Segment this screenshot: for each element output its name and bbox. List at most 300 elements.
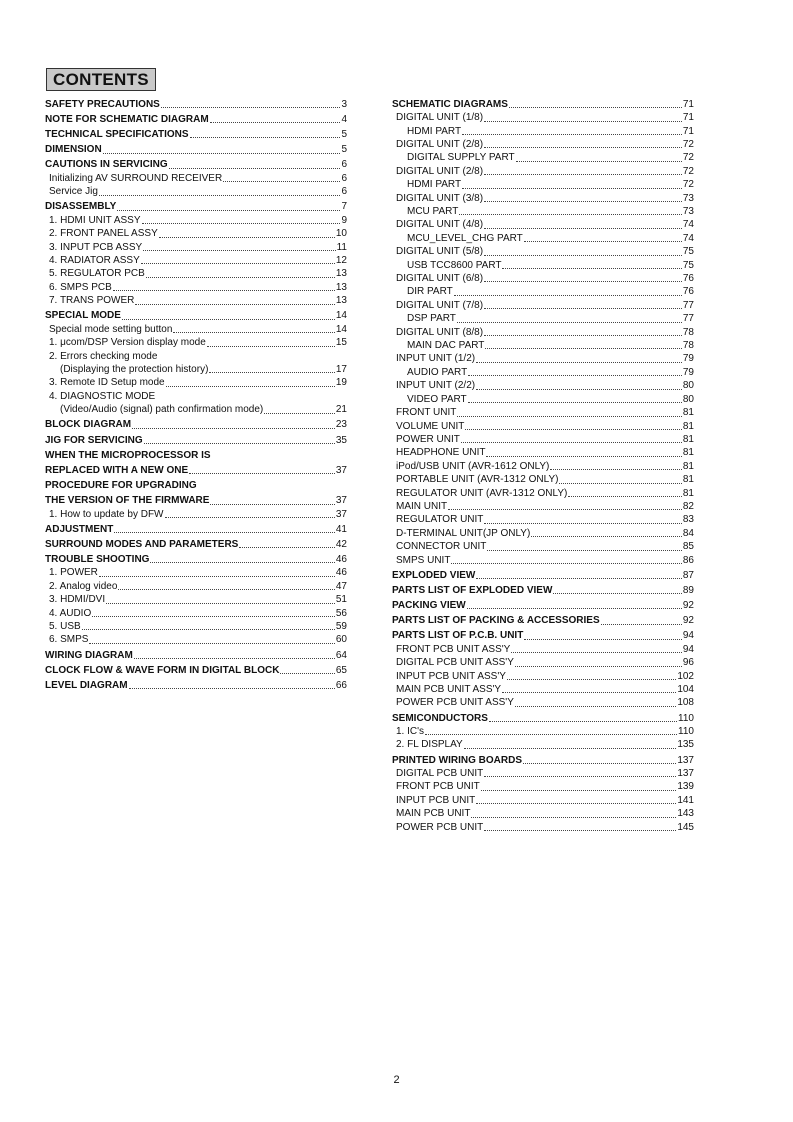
toc-sub-entry[interactable]	[392, 366, 694, 379]
toc-entry-page: 71	[682, 98, 694, 110]
toc-entry-title: (Displaying the protection history)	[60, 363, 209, 375]
toc-entry-page: 75	[682, 259, 694, 271]
toc-entry-title: Service Jig	[49, 186, 98, 198]
toc-sub-entry[interactable]	[392, 125, 694, 138]
dot-leader	[122, 319, 335, 320]
toc-section-entry[interactable]	[45, 98, 347, 111]
toc-entry-title: REPLACED WITH A NEW ONE	[45, 464, 189, 476]
dot-leader	[484, 776, 676, 777]
toc-sub-entry[interactable]	[392, 725, 694, 738]
toc-entry-page: 3	[341, 98, 347, 110]
dot-leader	[129, 688, 335, 689]
toc-entry-title: PARTS LIST OF P.C.B. UNIT	[392, 630, 524, 642]
toc-sub-entry[interactable]	[45, 214, 347, 227]
dot-leader	[113, 290, 335, 291]
toc-entry-title: DIGITAL UNIT (6/8)	[396, 273, 484, 285]
toc-entry-title: USB TCC8600 PART	[407, 259, 502, 271]
toc-sub-entry[interactable]	[392, 460, 694, 473]
toc-sub-entry[interactable]	[392, 285, 694, 298]
toc-entry-title: INPUT PCB UNIT	[396, 794, 476, 806]
dot-leader	[89, 643, 334, 644]
toc-entry-title: MAIN DAC PART	[407, 340, 485, 352]
toc-sub-entry[interactable]	[45, 281, 347, 294]
toc-section-entry[interactable]	[392, 584, 694, 597]
dot-leader	[454, 295, 682, 296]
toc-entry-title: 4. AUDIO	[49, 607, 92, 619]
toc-section-entry[interactable]	[45, 649, 347, 662]
toc-entry-title: PROCEDURE FOR UPGRADING	[45, 479, 197, 491]
toc-section-entry[interactable]	[392, 629, 694, 642]
toc-entry-title: DIGITAL UNIT (2/8)	[396, 138, 484, 150]
toc-entry-title: DIGITAL UNIT (5/8)	[396, 246, 484, 258]
toc-entry-title: THE VERSION OF THE FIRMWARE	[45, 495, 210, 507]
toc-entry-page: 7	[341, 201, 347, 213]
toc-entry-title: CLOCK FLOW & WAVE FORM IN DIGITAL BLOCK	[45, 664, 280, 676]
toc-sub-entry[interactable]	[392, 178, 694, 191]
toc-section-entry[interactable]	[392, 98, 694, 111]
dot-leader	[502, 268, 681, 269]
toc-entry-page: 141	[677, 794, 694, 806]
toc-sub-entry[interactable]	[45, 172, 347, 185]
toc-entry-title: EXPLODED VIEW	[392, 569, 476, 581]
toc-entry-page: 56	[335, 607, 347, 619]
toc-entry-title: PRINTED WIRING BOARDS	[392, 754, 522, 766]
toc-entry-title: 3. INPUT PCB ASSY	[49, 241, 143, 253]
toc-entry-page: 96	[682, 657, 694, 669]
dot-leader	[146, 277, 335, 278]
toc-entry-page: 66	[335, 679, 347, 691]
toc-entry-title: 6. SMPS PCB	[49, 281, 112, 293]
toc-entry-title: BLOCK DIAGRAM	[45, 419, 132, 431]
toc-section-entry[interactable]	[45, 538, 347, 551]
toc-entry-title: PACKING VIEW	[392, 600, 466, 612]
toc-entry-title: FRONT PCB UNIT	[396, 781, 480, 793]
dot-leader	[509, 107, 682, 108]
toc-entry-page: 60	[335, 634, 347, 646]
toc-entry-title: CAUTIONS IN SERVICING	[45, 159, 168, 171]
dot-leader	[425, 734, 677, 735]
toc-section-entry[interactable]	[392, 754, 694, 767]
toc-section-entry[interactable]	[45, 200, 347, 213]
dot-leader	[106, 603, 335, 604]
toc-entry-title: DIGITAL UNIT (3/8)	[396, 192, 484, 204]
toc-section-entry[interactable]	[45, 143, 347, 156]
toc-entry-title: DIGITAL UNIT (7/8)	[396, 299, 484, 311]
dot-leader	[210, 122, 341, 123]
toc-sub-entry[interactable]	[392, 540, 694, 553]
toc-sub-entry[interactable]	[45, 323, 347, 336]
dot-leader	[489, 721, 677, 722]
toc-sub-entry[interactable]	[392, 111, 694, 124]
toc-entry-title: DIGITAL UNIT (2/8)	[396, 165, 484, 177]
dot-leader	[166, 386, 335, 387]
toc-entry-title: POWER PCB UNIT ASS'Y	[396, 697, 514, 709]
dot-leader	[462, 188, 682, 189]
toc-entry-title: DIGITAL SUPPLY PART	[407, 152, 515, 164]
toc-entry-page: 82	[682, 500, 694, 512]
toc-entry-page: 37	[335, 464, 347, 476]
toc-entry-page: 137	[677, 754, 694, 766]
dot-leader	[601, 624, 682, 625]
toc-entry-title: DIGITAL PCB UNIT ASS'Y	[396, 657, 514, 669]
toc-sub-entry[interactable]	[45, 376, 347, 389]
toc-entry-page: 73	[682, 206, 694, 217]
dot-leader	[159, 237, 335, 238]
toc-entry-title: REGULATOR UNIT (AVR-1312 ONLY)	[396, 487, 568, 499]
dot-leader	[484, 308, 682, 309]
toc-entry-page: 110	[678, 725, 694, 737]
toc-sub-entry[interactable]	[392, 807, 694, 820]
toc-sub-entry[interactable]	[45, 254, 347, 267]
toc-entry-page: 79	[682, 353, 694, 365]
dot-leader	[82, 629, 335, 630]
toc-sub-entry[interactable]	[45, 566, 347, 579]
toc-entry-title: INPUT PCB UNIT ASS'Y	[396, 670, 506, 682]
toc-entry-title: iPod/USB UNIT (AVR-1612 ONLY)	[396, 460, 550, 472]
toc-sub-entry[interactable]	[392, 683, 694, 696]
dot-leader	[457, 416, 682, 417]
toc-entry-title: NOTE FOR SCHEMATIC DIAGRAM	[45, 113, 209, 125]
toc-entry-page: 4	[341, 113, 347, 125]
dot-leader	[568, 496, 682, 497]
dot-leader	[484, 228, 682, 229]
toc-sub-entry[interactable]	[45, 607, 347, 620]
toc-sub-entry[interactable]	[392, 406, 694, 419]
toc-entry-page: 37	[335, 508, 347, 520]
toc-entry-title: SMPS UNIT	[396, 554, 451, 566]
toc-sub-entry[interactable]	[392, 473, 694, 486]
toc-entry-page: 42	[335, 538, 347, 550]
toc-entry-page: 76	[682, 286, 694, 298]
dot-leader	[239, 547, 335, 548]
page-number: 2	[393, 1074, 400, 1086]
toc-entry-title: 2. Analog video	[49, 580, 118, 592]
contents-title: CONTENTS	[46, 68, 156, 91]
toc-entry-page: 86	[682, 554, 694, 566]
toc-entry-title: MAIN UNIT	[396, 500, 448, 512]
toc-section-entry[interactable]	[45, 523, 347, 536]
toc-entry-page: 85	[682, 541, 694, 553]
toc-entry-title: AUDIO PART	[407, 366, 468, 378]
toc-entry-page: 143	[677, 808, 694, 820]
toc-entry-page: 72	[682, 165, 694, 177]
toc-entry-page: 108	[677, 697, 694, 709]
toc-entry-title: DIGITAL UNIT (1/8)	[396, 112, 484, 124]
toc-entry-title: INPUT UNIT (2/2)	[396, 380, 476, 392]
dot-leader	[161, 107, 341, 108]
toc-section-entry[interactable]	[45, 479, 347, 492]
toc-sub-entry[interactable]	[392, 259, 694, 272]
toc-entry-page: 72	[682, 179, 694, 191]
toc-entry-page: 37	[335, 495, 347, 507]
toc-entry-page: 10	[335, 228, 347, 240]
toc-entry-page: 81	[682, 460, 694, 472]
dot-leader	[484, 281, 682, 282]
toc-section-entry[interactable]	[45, 449, 347, 462]
toc-sub-entry[interactable]	[392, 446, 694, 459]
dot-leader	[135, 304, 334, 305]
toc-section-entry[interactable]	[392, 712, 694, 725]
toc-sub-entry[interactable]	[45, 227, 347, 240]
toc-entry-title: 7. TRANS POWER	[49, 295, 135, 307]
dot-leader	[165, 517, 335, 518]
toc-sub-entry[interactable]	[45, 241, 347, 254]
toc-sub-entry[interactable]	[392, 500, 694, 513]
toc-entry-title: HEADPHONE UNIT	[396, 447, 486, 459]
toc-entry-page: 12	[335, 254, 347, 266]
toc-entry-title: 1. μcom/DSP Version display mode	[49, 337, 206, 349]
toc-entry-title: 5. USB	[49, 621, 81, 633]
toc-entry-title: SEMICONDUCTORS	[392, 712, 488, 724]
dot-leader	[92, 616, 335, 617]
toc-entry-title: SPECIAL MODE	[45, 310, 121, 322]
toc-entry-title: POWER UNIT	[396, 433, 460, 445]
toc-section-entry[interactable]	[392, 599, 694, 612]
toc-sub-entry[interactable]	[392, 393, 694, 406]
toc-sub-entry[interactable]	[392, 487, 694, 500]
dot-leader	[448, 509, 682, 510]
toc-entry-page: 72	[682, 138, 694, 150]
toc-entry-page: 35	[335, 434, 347, 446]
dot-leader	[511, 652, 682, 653]
toc-entry-title: MAIN PCB UNIT	[396, 808, 471, 820]
dot-leader	[209, 372, 334, 373]
toc-sub-entry[interactable]	[45, 403, 347, 416]
dot-leader	[524, 639, 682, 640]
dot-leader	[486, 456, 681, 457]
toc-entry-page: 64	[335, 649, 347, 661]
dot-leader	[451, 563, 681, 564]
toc-entry-title: SAFETY PRECAUTIONS	[45, 98, 160, 110]
toc-entry-page: 6	[341, 159, 347, 171]
toc-sub-entry[interactable]	[392, 656, 694, 669]
toc-entry-page: 71	[682, 112, 694, 124]
dot-leader	[523, 763, 676, 764]
toc-entry-page: 13	[335, 295, 347, 307]
toc-section-entry[interactable]	[45, 494, 347, 507]
toc-entry-title: MCU PART	[407, 206, 459, 217]
toc-section-entry[interactable]	[392, 614, 694, 627]
toc-entry-title: 1. IC's	[396, 725, 425, 737]
toc-entry-title: PARTS LIST OF PACKING & ACCESSORIES	[392, 615, 600, 627]
toc-entry-page: 77	[682, 313, 694, 325]
toc-entry-page: 89	[682, 584, 694, 596]
toc-entry-title: VOLUME UNIT	[396, 420, 465, 432]
toc-sub-entry[interactable]	[392, 326, 694, 339]
dot-leader	[553, 593, 681, 594]
toc-sub-entry[interactable]	[45, 620, 347, 633]
toc-entry-title: Special mode setting button	[49, 323, 173, 335]
toc-entry-page: 139	[677, 781, 694, 793]
toc-entry-page: 84	[682, 527, 694, 539]
toc-sub-entry[interactable]	[392, 738, 694, 751]
toc-entry-page: 83	[682, 514, 694, 526]
toc-sub-entry[interactable]	[45, 593, 347, 606]
toc-entry-title: SURROUND MODES AND PARAMETERS	[45, 538, 239, 550]
toc-left-column	[45, 96, 347, 692]
toc-entry-title: DIR PART	[407, 286, 453, 298]
toc-section-entry[interactable]	[45, 113, 347, 126]
dot-leader	[481, 790, 677, 791]
toc-sub-entry[interactable]	[45, 633, 347, 646]
toc-sub-entry[interactable]	[45, 390, 347, 403]
toc-section-entry[interactable]	[45, 664, 347, 677]
toc-entry-page: 19	[335, 377, 347, 389]
toc-entry-title: DIGITAL UNIT (8/8)	[396, 326, 484, 338]
toc-entry-title: WHEN THE MICROPROCESSOR IS	[45, 449, 211, 461]
toc-entry-title: PORTABLE UNIT (AVR-1312 ONLY)	[396, 474, 559, 486]
dot-leader	[459, 214, 682, 215]
dot-leader	[484, 201, 682, 202]
toc-entry-page: 81	[682, 433, 694, 445]
toc-entry-page: 87	[682, 569, 694, 581]
toc-sub-entry[interactable]	[392, 780, 694, 793]
dot-leader	[103, 153, 341, 154]
dot-leader	[476, 578, 682, 579]
toc-entry-title: DIGITAL UNIT (4/8)	[396, 219, 484, 231]
toc-sub-entry[interactable]	[392, 420, 694, 433]
toc-entry-page: 46	[335, 554, 347, 565]
toc-section-entry[interactable]	[45, 553, 347, 566]
dot-leader	[461, 442, 682, 443]
toc-entry-page: 81	[682, 474, 694, 486]
toc-entry-title: DISASSEMBLY	[45, 201, 117, 213]
toc-section-entry[interactable]	[45, 309, 347, 322]
toc-section-entry[interactable]	[45, 418, 347, 431]
dot-leader	[507, 679, 676, 680]
toc-section-entry[interactable]	[45, 434, 347, 447]
toc-sub-entry[interactable]	[392, 821, 694, 834]
toc-entry-title: INPUT UNIT (1/2)	[396, 353, 476, 365]
dot-leader	[515, 666, 682, 667]
toc-entry-page: 81	[682, 407, 694, 419]
toc-sub-entry[interactable]	[392, 527, 694, 540]
toc-sub-entry[interactable]	[45, 363, 347, 376]
toc-sub-entry[interactable]	[392, 312, 694, 325]
toc-entry-title: D-TERMINAL UNIT(JP ONLY)	[396, 527, 531, 539]
toc-sub-entry[interactable]	[45, 580, 347, 593]
toc-sub-entry[interactable]	[392, 232, 694, 245]
dot-leader	[467, 608, 682, 609]
toc-sub-entry[interactable]	[392, 218, 694, 231]
dot-leader	[476, 803, 676, 804]
dot-leader	[484, 121, 682, 122]
toc-entry-title: MCU_LEVEL_CHG PART	[407, 232, 523, 244]
toc-sub-entry[interactable]	[392, 272, 694, 285]
toc-entry-title: 6. SMPS	[49, 634, 89, 646]
toc-entry-page: 5	[341, 144, 347, 156]
toc-entry-page: 137	[677, 767, 694, 779]
toc-section-entry[interactable]	[45, 158, 347, 171]
toc-sub-entry[interactable]	[45, 267, 347, 280]
toc-sub-entry[interactable]	[45, 350, 347, 363]
toc-entry-page: 80	[682, 393, 694, 405]
dot-leader	[464, 748, 677, 749]
toc-sub-entry[interactable]	[392, 339, 694, 352]
toc-sub-entry[interactable]	[392, 245, 694, 258]
toc-sub-entry[interactable]	[392, 192, 694, 205]
toc-entry-title: TECHNICAL SPECIFICATIONS	[45, 129, 189, 141]
toc-entry-title: PARTS LIST OF EXPLODED VIEW	[392, 584, 553, 596]
toc-sub-entry[interactable]	[392, 151, 694, 164]
toc-sub-entry[interactable]	[45, 185, 347, 198]
dot-leader	[144, 443, 335, 444]
toc-entry-title: DSP PART	[407, 313, 456, 325]
toc-entry-title: DIGITAL PCB UNIT	[396, 767, 484, 779]
dot-leader	[468, 402, 682, 403]
toc-sub-entry[interactable]	[392, 379, 694, 392]
toc-sub-entry[interactable]	[45, 508, 347, 521]
toc-entry-page: 75	[682, 246, 694, 258]
toc-right-column	[392, 96, 694, 834]
toc-entry-page: 59	[335, 621, 347, 633]
toc-sub-entry[interactable]	[392, 554, 694, 567]
toc-entry-page: 23	[335, 419, 347, 431]
toc-entry-page: 79	[682, 366, 694, 378]
toc-entry-page: 6	[341, 172, 347, 184]
dot-leader	[280, 673, 334, 674]
toc-entry-page: 92	[682, 600, 694, 612]
toc-sub-entry[interactable]	[392, 696, 694, 709]
dot-leader	[515, 706, 676, 707]
toc-section-entry[interactable]	[392, 569, 694, 582]
toc-sub-entry[interactable]	[392, 643, 694, 656]
toc-sub-entry[interactable]	[392, 138, 694, 151]
toc-entry-page: 73	[682, 192, 694, 204]
toc-sub-entry[interactable]	[45, 294, 347, 307]
toc-sub-entry[interactable]	[392, 352, 694, 365]
dot-leader	[484, 830, 676, 831]
toc-entry-title: JIG FOR SERVICING	[45, 434, 143, 446]
dot-leader	[502, 692, 676, 693]
toc-sub-entry[interactable]	[392, 794, 694, 807]
dot-leader	[550, 469, 681, 470]
toc-section-entry[interactable]	[45, 128, 347, 141]
toc-sub-entry[interactable]	[392, 670, 694, 683]
toc-entry-title: HDMI PART	[407, 125, 462, 137]
toc-entry-title: (Video/Audio (signal) path confirmation mode)	[60, 404, 264, 416]
toc-entry-page: 15	[335, 337, 347, 349]
dot-leader	[99, 195, 341, 196]
toc-section-entry[interactable]	[45, 679, 347, 692]
toc-section-entry[interactable]	[45, 464, 347, 477]
toc-entry-title: 2. FRONT PANEL ASSY	[49, 228, 158, 240]
dot-leader	[117, 210, 340, 211]
toc-sub-entry[interactable]	[392, 513, 694, 526]
toc-sub-entry[interactable]	[45, 336, 347, 349]
toc-sub-entry[interactable]	[392, 767, 694, 780]
toc-entry-page: 77	[682, 299, 694, 311]
toc-entry-title: 1. HDMI UNIT ASSY	[49, 214, 141, 226]
toc-entry-page: 72	[682, 152, 694, 164]
dot-leader	[516, 161, 682, 162]
toc-sub-entry[interactable]	[392, 433, 694, 446]
toc-sub-entry[interactable]	[392, 299, 694, 312]
dot-leader	[487, 550, 682, 551]
toc-entry-page: 11	[336, 241, 347, 253]
dot-leader	[465, 429, 682, 430]
dot-leader	[134, 658, 335, 659]
toc-entry-page: 81	[682, 420, 694, 432]
dot-leader	[524, 241, 682, 242]
toc-entry-page: 94	[682, 630, 694, 642]
dot-leader	[114, 532, 335, 533]
toc-entry-page: 78	[682, 340, 694, 352]
toc-entry-title: VIDEO PART	[407, 393, 467, 405]
toc-entry-page: 17	[335, 363, 347, 375]
toc-sub-entry[interactable]	[392, 165, 694, 178]
toc-sub-entry[interactable]	[392, 205, 694, 218]
